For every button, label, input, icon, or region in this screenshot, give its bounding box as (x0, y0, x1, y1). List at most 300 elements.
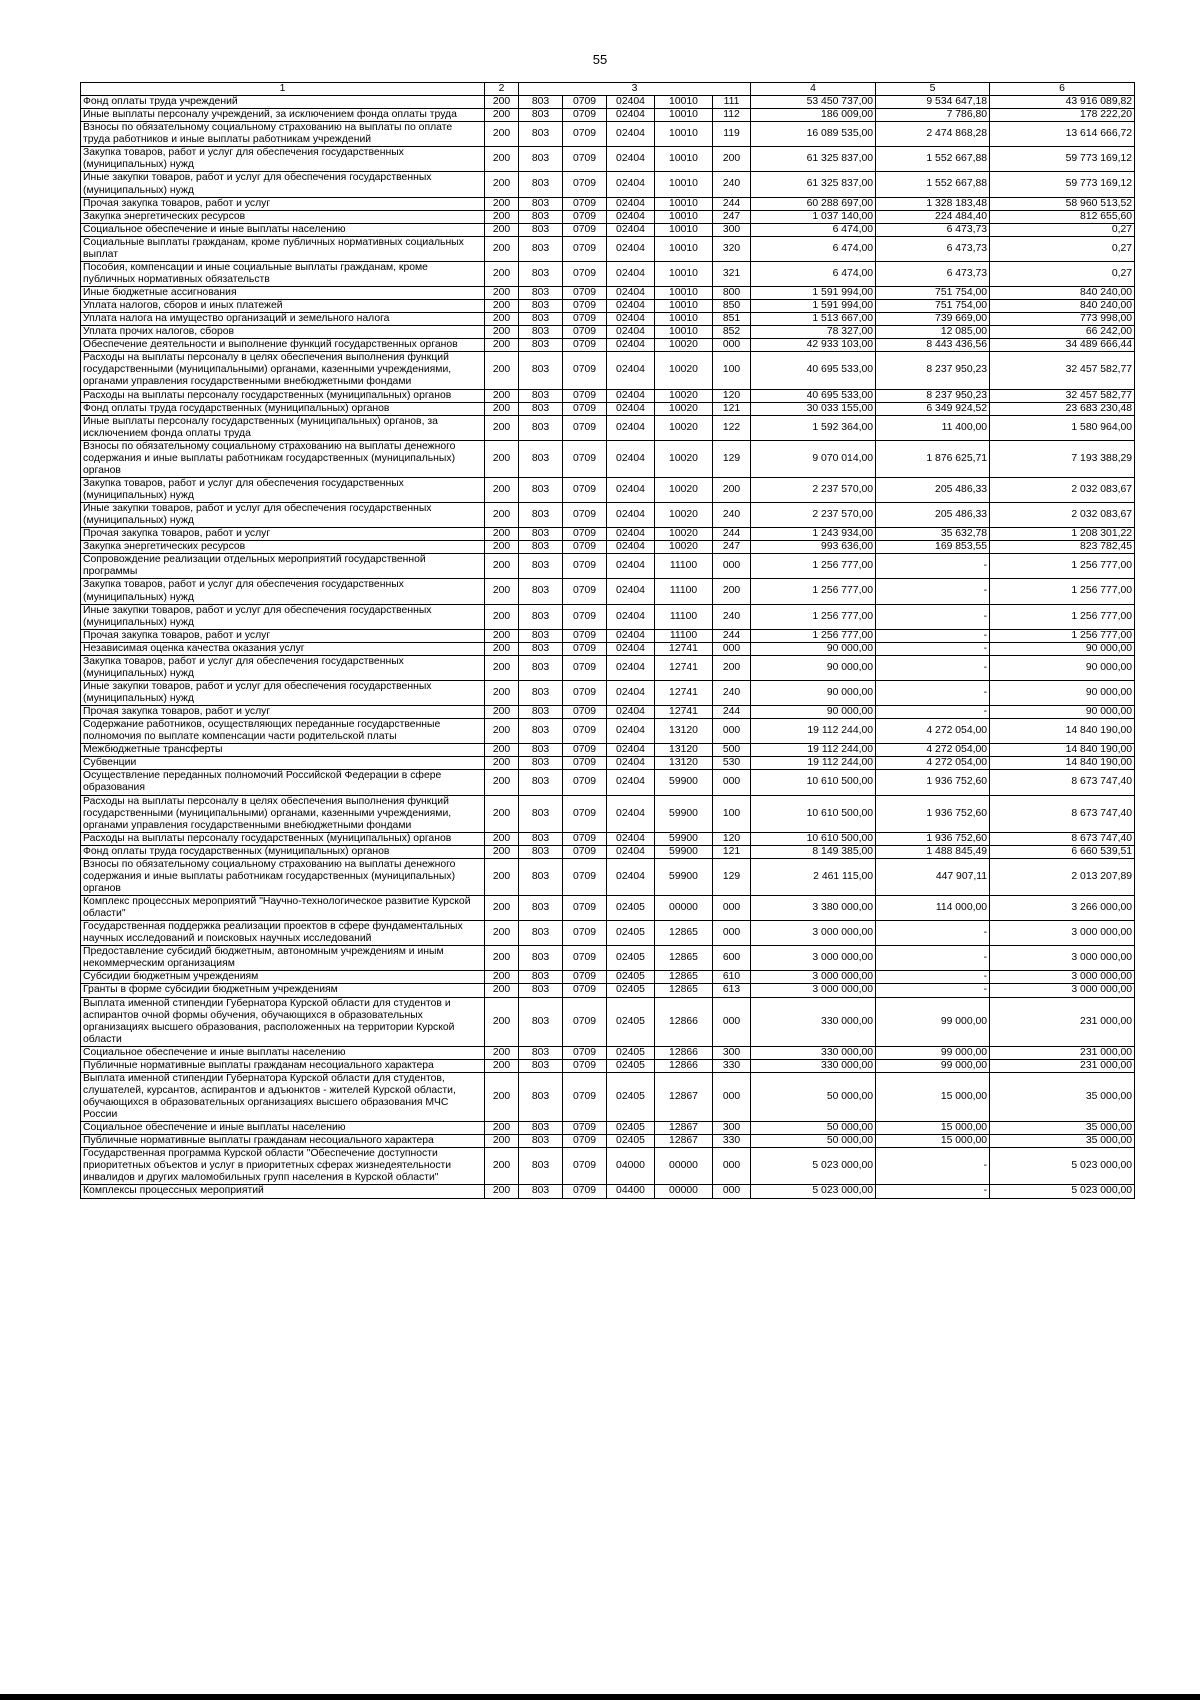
direction-code: 10020 (655, 477, 713, 502)
section-code: 200 (485, 96, 519, 109)
expense-type-code: 320 (713, 236, 751, 261)
executed-amount: 35 632,78 (876, 528, 990, 541)
approved-amount: 50 000,00 (751, 1122, 876, 1135)
expense-type-code: 240 (713, 172, 751, 197)
executed-amount: 7 786,80 (876, 109, 990, 122)
table-row (81, 96, 1135, 109)
direction-code: 11100 (655, 554, 713, 579)
program-code: 02404 (607, 389, 655, 402)
executed-amount: 6 473,73 (876, 223, 990, 236)
item-name: Расходы на выплаты персоналу в целях обеспечения выполнения функций государственными (муниципальными) органами, казенными учреждениями, органами управления государственными внебюджетными фондами (81, 352, 485, 389)
approved-amount: 19 112 244,00 (751, 757, 876, 770)
ministry-code: 803 (519, 477, 563, 502)
program-code: 02404 (607, 109, 655, 122)
direction-code: 00000 (655, 1185, 713, 1198)
remaining-amount: 773 998,00 (990, 313, 1135, 326)
subsection-code: 0709 (563, 896, 607, 921)
item-name: Содержание работников, осуществляющих переданные государственные полномочия по выплате компенсации части родительской платы (81, 719, 485, 744)
executed-amount: - (876, 984, 990, 997)
remaining-amount: 1 256 777,00 (990, 629, 1135, 642)
program-code: 02404 (607, 300, 655, 313)
subsection-code: 0709 (563, 770, 607, 795)
section-code: 200 (485, 744, 519, 757)
approved-amount: 6 474,00 (751, 261, 876, 286)
remaining-amount: 13 614 666,72 (990, 122, 1135, 147)
subsection-code: 0709 (563, 984, 607, 997)
expense-type-code: 100 (713, 352, 751, 389)
subsection-code: 0709 (563, 845, 607, 858)
table-row (81, 971, 1135, 984)
item-name: Прочая закупка товаров, работ и услуг (81, 706, 485, 719)
direction-code: 59900 (655, 858, 713, 895)
ministry-code: 803 (519, 1072, 563, 1121)
program-code: 02405 (607, 1072, 655, 1121)
direction-code: 12865 (655, 921, 713, 946)
section-code: 200 (485, 845, 519, 858)
executed-amount: 1 552 667,88 (876, 172, 990, 197)
program-code: 02404 (607, 528, 655, 541)
section-code: 200 (485, 122, 519, 147)
expense-type-code: 244 (713, 528, 751, 541)
ministry-code: 803 (519, 579, 563, 604)
item-name: Выплата именной стипендии Губернатора Курской области для студентов и аспирантов очной формы обучения, обучающихся в образовательных организациях высшего образования, расположенных на территории Курской области (81, 997, 485, 1046)
item-name: Взносы по обязательному социальному страхованию на выплаты по оплате труда работников и иные выплаты работникам учреждений (81, 122, 485, 147)
item-name: Закупка товаров, работ и услуг для обеспечения государственных (муниципальных) нужд (81, 477, 485, 502)
program-code: 02404 (607, 122, 655, 147)
expense-type-code: 000 (713, 554, 751, 579)
ministry-code: 803 (519, 147, 563, 172)
direction-code: 10020 (655, 339, 713, 352)
subsection-code: 0709 (563, 1135, 607, 1148)
table-row (81, 984, 1135, 997)
expense-type-code: 240 (713, 503, 751, 528)
section-code: 200 (485, 1072, 519, 1121)
subsection-code: 0709 (563, 236, 607, 261)
table-row (81, 1072, 1135, 1121)
ministry-code: 803 (519, 1185, 563, 1198)
direction-code: 10020 (655, 541, 713, 554)
approved-amount: 30 033 155,00 (751, 402, 876, 415)
direction-code: 00000 (655, 896, 713, 921)
table-row (81, 339, 1135, 352)
approved-amount: 2 461 115,00 (751, 858, 876, 895)
item-name: Независимая оценка качества оказания услуг (81, 642, 485, 655)
direction-code: 10010 (655, 109, 713, 122)
table-row (81, 389, 1135, 402)
expense-type-code: 000 (713, 1148, 751, 1185)
subsection-code: 0709 (563, 326, 607, 339)
table-row (81, 313, 1135, 326)
subsection-code: 0709 (563, 147, 607, 172)
executed-amount: 9 534 647,18 (876, 96, 990, 109)
expense-type-code: 119 (713, 122, 751, 147)
expense-type-code: 800 (713, 287, 751, 300)
item-name: Уплата налогов, сборов и иных платежей (81, 300, 485, 313)
program-code: 02404 (607, 744, 655, 757)
subsection-code: 0709 (563, 339, 607, 352)
expense-type-code: 244 (713, 629, 751, 642)
section-code: 200 (485, 313, 519, 326)
executed-amount: - (876, 1148, 990, 1185)
expense-type-code: 122 (713, 415, 751, 440)
program-code: 02405 (607, 984, 655, 997)
expense-type-code: 000 (713, 719, 751, 744)
approved-amount: 19 112 244,00 (751, 744, 876, 757)
remaining-amount: 90 000,00 (990, 706, 1135, 719)
program-code: 02405 (607, 896, 655, 921)
ministry-code: 803 (519, 109, 563, 122)
item-name: Взносы по обязательному социальному страхованию на выплаты денежного содержания и иные выплаты работникам государственных (муниципальных) органов (81, 440, 485, 477)
approved-amount: 2 237 570,00 (751, 503, 876, 528)
expense-type-code: 330 (713, 1135, 751, 1148)
item-name: Социальное обеспечение и иные выплаты населению (81, 1046, 485, 1059)
table-row (81, 109, 1135, 122)
section-code: 200 (485, 147, 519, 172)
remaining-amount: 0,27 (990, 236, 1135, 261)
table-row (81, 629, 1135, 642)
direction-code: 10010 (655, 326, 713, 339)
ministry-code: 803 (519, 680, 563, 705)
remaining-amount: 1 256 777,00 (990, 579, 1135, 604)
subsection-code: 0709 (563, 313, 607, 326)
table-row (81, 261, 1135, 286)
direction-code: 12867 (655, 1135, 713, 1148)
program-code: 02404 (607, 313, 655, 326)
remaining-amount: 2 013 207,89 (990, 858, 1135, 895)
direction-code: 10010 (655, 300, 713, 313)
program-code: 02404 (607, 579, 655, 604)
remaining-amount: 8 673 747,40 (990, 770, 1135, 795)
program-code: 02405 (607, 1059, 655, 1072)
expense-type-code: 129 (713, 440, 751, 477)
section-code: 200 (485, 402, 519, 415)
remaining-amount: 5 023 000,00 (990, 1185, 1135, 1198)
direction-code: 12866 (655, 997, 713, 1046)
remaining-amount: 0,27 (990, 223, 1135, 236)
direction-code: 10010 (655, 236, 713, 261)
expense-type-code: 610 (713, 971, 751, 984)
program-code: 02404 (607, 541, 655, 554)
ministry-code: 803 (519, 261, 563, 286)
executed-amount: 15 000,00 (876, 1122, 990, 1135)
subsection-code: 0709 (563, 528, 607, 541)
program-code: 02404 (607, 554, 655, 579)
direction-code: 10010 (655, 122, 713, 147)
executed-amount: 1 488 845,49 (876, 845, 990, 858)
approved-amount: 10 610 500,00 (751, 795, 876, 832)
section-code: 200 (485, 719, 519, 744)
approved-amount: 10 610 500,00 (751, 832, 876, 845)
expense-type-code: 000 (713, 339, 751, 352)
subsection-code: 0709 (563, 223, 607, 236)
ministry-code: 803 (519, 352, 563, 389)
item-name: Иные закупки товаров, работ и услуг для обеспечения государственных (муниципальных) нужд (81, 680, 485, 705)
table-row (81, 921, 1135, 946)
item-name: Государственная поддержка реализации проектов в сфере фундаментальных научных исследований и поисковых научных исследований (81, 921, 485, 946)
executed-amount: 751 754,00 (876, 287, 990, 300)
section-code: 200 (485, 261, 519, 286)
subsection-code: 0709 (563, 503, 607, 528)
direction-code: 12866 (655, 1046, 713, 1059)
subsection-code: 0709 (563, 858, 607, 895)
direction-code: 11100 (655, 579, 713, 604)
table-row (81, 604, 1135, 629)
ministry-code: 803 (519, 122, 563, 147)
remaining-amount: 58 960 513,52 (990, 197, 1135, 210)
subsection-code: 0709 (563, 261, 607, 286)
subsection-code: 0709 (563, 440, 607, 477)
table-row (81, 1122, 1135, 1135)
approved-amount: 19 112 244,00 (751, 719, 876, 744)
expense-type-code: 851 (713, 313, 751, 326)
section-code: 200 (485, 984, 519, 997)
item-name: Социальное обеспечение и иные выплаты населению (81, 1122, 485, 1135)
executed-amount: 1 552 667,88 (876, 147, 990, 172)
direction-code: 12867 (655, 1072, 713, 1121)
table-row (81, 402, 1135, 415)
section-code: 200 (485, 579, 519, 604)
expense-type-code: 000 (713, 1185, 751, 1198)
section-code: 200 (485, 1046, 519, 1059)
remaining-amount: 59 773 169,12 (990, 147, 1135, 172)
table-row (81, 642, 1135, 655)
expense-type-code: 300 (713, 223, 751, 236)
expense-type-code: 300 (713, 1046, 751, 1059)
remaining-amount: 6 660 539,51 (990, 845, 1135, 858)
remaining-amount: 1 580 964,00 (990, 415, 1135, 440)
header-cell-3: 3 (519, 83, 751, 96)
subsection-code: 0709 (563, 210, 607, 223)
direction-code: 10010 (655, 197, 713, 210)
item-name: Расходы на выплаты персоналу государственных (муниципальных) органов (81, 832, 485, 845)
direction-code: 11100 (655, 629, 713, 642)
remaining-amount: 0,27 (990, 261, 1135, 286)
program-code: 02404 (607, 629, 655, 642)
section-code: 200 (485, 896, 519, 921)
page-number: 55 (592, 52, 608, 67)
approved-amount: 1 256 777,00 (751, 554, 876, 579)
approved-amount: 78 327,00 (751, 326, 876, 339)
direction-code: 10020 (655, 503, 713, 528)
approved-amount: 50 000,00 (751, 1072, 876, 1121)
header-cell-2: 2 (485, 83, 519, 96)
ministry-code: 803 (519, 287, 563, 300)
approved-amount: 3 000 000,00 (751, 971, 876, 984)
program-code: 02404 (607, 223, 655, 236)
ministry-code: 803 (519, 1059, 563, 1072)
executed-amount: - (876, 921, 990, 946)
program-code: 02404 (607, 604, 655, 629)
approved-amount: 61 325 837,00 (751, 172, 876, 197)
approved-amount: 1 037 140,00 (751, 210, 876, 223)
section-code: 200 (485, 528, 519, 541)
item-name: Уплата налога на имущество организаций и земельного налога (81, 313, 485, 326)
direction-code: 11100 (655, 604, 713, 629)
table-row (81, 147, 1135, 172)
expense-type-code: 530 (713, 757, 751, 770)
executed-amount: 99 000,00 (876, 997, 990, 1046)
table-row (81, 946, 1135, 971)
ministry-code: 803 (519, 997, 563, 1046)
subsection-code: 0709 (563, 579, 607, 604)
executed-amount: - (876, 629, 990, 642)
remaining-amount: 3 000 000,00 (990, 946, 1135, 971)
executed-amount: 15 000,00 (876, 1072, 990, 1121)
remaining-amount: 5 023 000,00 (990, 1148, 1135, 1185)
ministry-code: 803 (519, 172, 563, 197)
subsection-code: 0709 (563, 832, 607, 845)
table-row (81, 1185, 1135, 1198)
table-row (81, 680, 1135, 705)
table-row (81, 440, 1135, 477)
table-row (81, 1148, 1135, 1185)
item-name: Социальные выплаты гражданам, кроме публичных нормативных социальных выплат (81, 236, 485, 261)
expense-type-code: 000 (713, 1072, 751, 1121)
ministry-code: 803 (519, 858, 563, 895)
item-name: Обеспечение деятельности и выполнение функций государственных органов (81, 339, 485, 352)
ministry-code: 803 (519, 845, 563, 858)
subsection-code: 0709 (563, 757, 607, 770)
remaining-amount: 2 032 083,67 (990, 503, 1135, 528)
direction-code: 12865 (655, 971, 713, 984)
direction-code: 10020 (655, 352, 713, 389)
item-name: Пособия, компенсации и иные социальные выплаты гражданам, кроме публичных нормативных обязательств (81, 261, 485, 286)
table-row (81, 554, 1135, 579)
direction-code: 12741 (655, 680, 713, 705)
program-code: 02404 (607, 352, 655, 389)
executed-amount: - (876, 655, 990, 680)
subsection-code: 0709 (563, 402, 607, 415)
table-row (81, 997, 1135, 1046)
executed-amount: - (876, 971, 990, 984)
item-name: Публичные нормативные выплаты гражданам несоциального характера (81, 1135, 485, 1148)
remaining-amount: 90 000,00 (990, 655, 1135, 680)
executed-amount: 4 272 054,00 (876, 719, 990, 744)
section-code: 200 (485, 477, 519, 502)
table-row (81, 503, 1135, 528)
section-code: 200 (485, 339, 519, 352)
section-code: 200 (485, 541, 519, 554)
approved-amount: 1 513 667,00 (751, 313, 876, 326)
table-row (81, 757, 1135, 770)
program-code: 02404 (607, 147, 655, 172)
header-cell-6: 6 (990, 83, 1135, 96)
executed-amount: 447 907,11 (876, 858, 990, 895)
section-code: 200 (485, 300, 519, 313)
ministry-code: 803 (519, 770, 563, 795)
table-row (81, 719, 1135, 744)
ministry-code: 803 (519, 757, 563, 770)
approved-amount: 6 474,00 (751, 236, 876, 261)
direction-code: 12865 (655, 984, 713, 997)
direction-code: 12865 (655, 946, 713, 971)
item-name: Государственная программа Курской области "Обеспечение доступности приоритетных объектов и услуг в приоритетных сферах жизнедеятельности инвалидов и других маломобильных групп населения в Курской области" (81, 1148, 485, 1185)
ministry-code: 803 (519, 971, 563, 984)
ministry-code: 803 (519, 339, 563, 352)
item-name: Гранты в форме субсидии бюджетным учреждениям (81, 984, 485, 997)
section-code: 200 (485, 415, 519, 440)
approved-amount: 1 243 934,00 (751, 528, 876, 541)
subsection-code: 0709 (563, 946, 607, 971)
ministry-code: 803 (519, 604, 563, 629)
executed-amount: 6 349 924,52 (876, 402, 990, 415)
subsection-code: 0709 (563, 1122, 607, 1135)
item-name: Закупка товаров, работ и услуг для обеспечения государственных (муниципальных) нужд (81, 147, 485, 172)
item-name: Комплекс процессных мероприятий "Научно-технологическое развитие Курской области" (81, 896, 485, 921)
section-code: 200 (485, 642, 519, 655)
table-row (81, 896, 1135, 921)
ministry-code: 803 (519, 719, 563, 744)
expense-type-code: 850 (713, 300, 751, 313)
approved-amount: 5 023 000,00 (751, 1185, 876, 1198)
expense-type-code: 112 (713, 109, 751, 122)
ministry-code: 803 (519, 313, 563, 326)
program-code: 02404 (607, 770, 655, 795)
table-row (81, 770, 1135, 795)
executed-amount: 205 486,33 (876, 477, 990, 502)
executed-amount: 739 669,00 (876, 313, 990, 326)
expense-type-code: 240 (713, 680, 751, 705)
approved-amount: 330 000,00 (751, 1046, 876, 1059)
remaining-amount: 90 000,00 (990, 642, 1135, 655)
approved-amount: 16 089 535,00 (751, 122, 876, 147)
expense-type-code: 000 (713, 921, 751, 946)
approved-amount: 50 000,00 (751, 1135, 876, 1148)
direction-code: 10010 (655, 96, 713, 109)
expense-type-code: 200 (713, 477, 751, 502)
subsection-code: 0709 (563, 706, 607, 719)
section-code: 200 (485, 172, 519, 197)
remaining-amount: 2 032 083,67 (990, 477, 1135, 502)
subsection-code: 0709 (563, 1046, 607, 1059)
item-name: Межбюджетные трансферты (81, 744, 485, 757)
section-code: 200 (485, 210, 519, 223)
direction-code: 10020 (655, 389, 713, 402)
expense-type-code: 240 (713, 604, 751, 629)
program-code: 02405 (607, 921, 655, 946)
section-code: 200 (485, 832, 519, 845)
program-code: 02404 (607, 757, 655, 770)
executed-amount: 1 328 183,48 (876, 197, 990, 210)
ministry-code: 803 (519, 326, 563, 339)
executed-amount: 6 473,73 (876, 236, 990, 261)
ministry-code: 803 (519, 440, 563, 477)
expense-type-code: 200 (713, 655, 751, 680)
item-name: Закупка товаров, работ и услуг для обеспечения государственных (муниципальных) нужд (81, 579, 485, 604)
ministry-code: 803 (519, 795, 563, 832)
item-name: Иные закупки товаров, работ и услуг для обеспечения государственных (муниципальных) нужд (81, 604, 485, 629)
ministry-code: 803 (519, 503, 563, 528)
subsection-code: 0709 (563, 352, 607, 389)
expense-type-code: 120 (713, 389, 751, 402)
executed-amount: - (876, 579, 990, 604)
approved-amount: 2 237 570,00 (751, 477, 876, 502)
executed-amount: - (876, 1185, 990, 1198)
program-code: 02405 (607, 971, 655, 984)
program-code: 02404 (607, 210, 655, 223)
table-row (81, 477, 1135, 502)
program-code: 02404 (607, 706, 655, 719)
expense-type-code: 200 (713, 147, 751, 172)
expense-type-code: 000 (713, 770, 751, 795)
program-code: 02404 (607, 477, 655, 502)
executed-amount: 6 473,73 (876, 261, 990, 286)
subsection-code: 0709 (563, 415, 607, 440)
program-code: 02405 (607, 1046, 655, 1059)
executed-amount: - (876, 946, 990, 971)
direction-code: 12741 (655, 655, 713, 680)
approved-amount: 1 256 777,00 (751, 579, 876, 604)
